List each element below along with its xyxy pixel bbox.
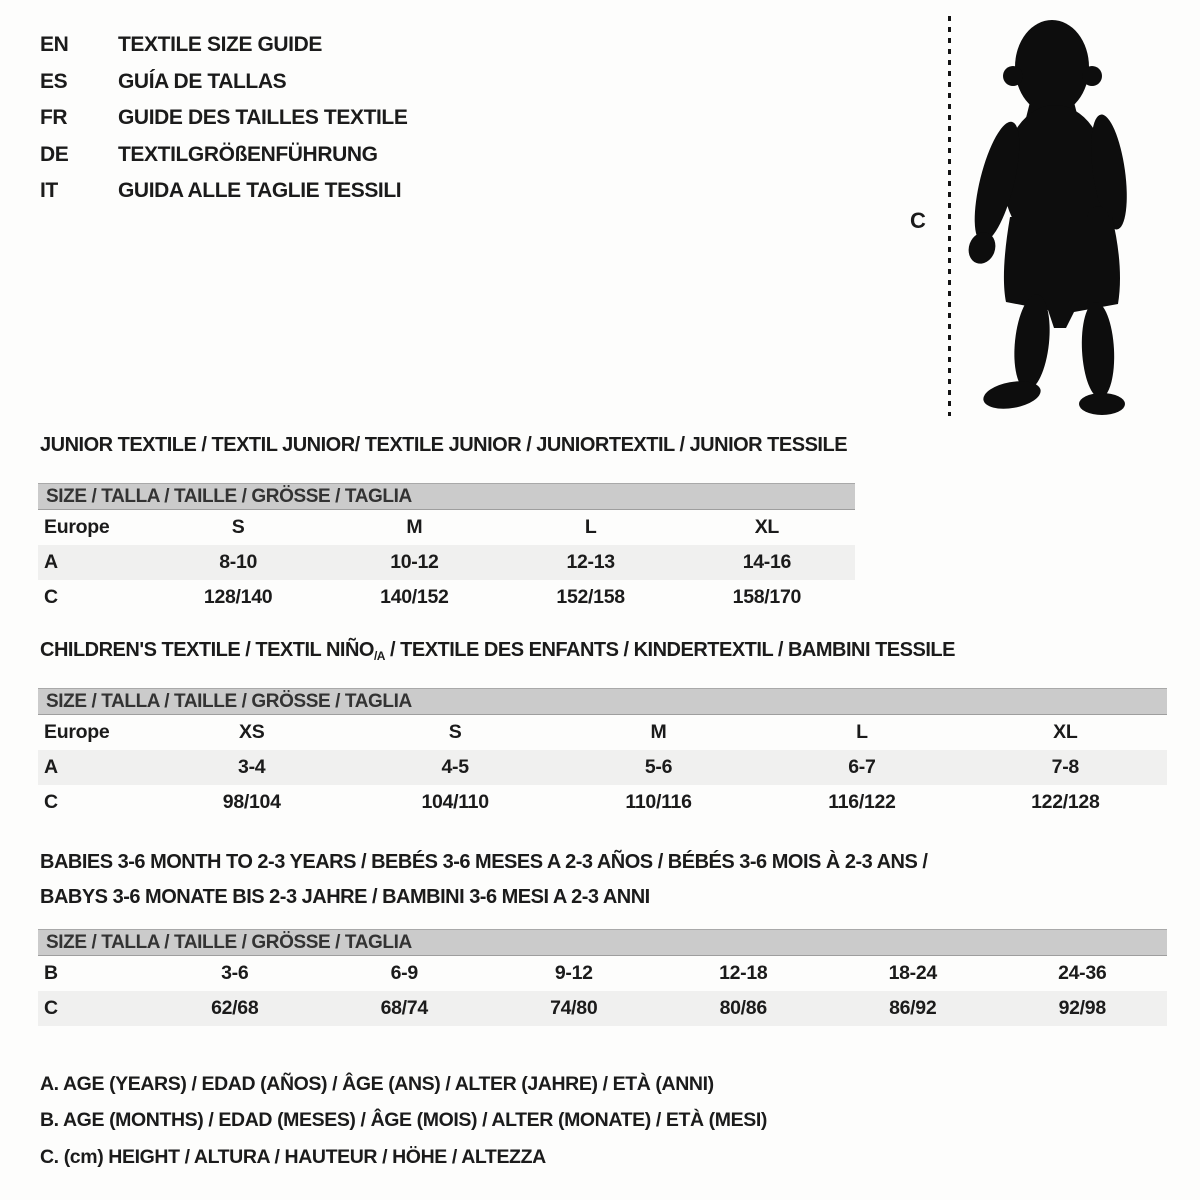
size-cell: L bbox=[856, 721, 868, 743]
row-label: A bbox=[44, 756, 58, 778]
junior-size-table bbox=[38, 483, 855, 615]
value-cell: 6-7 bbox=[848, 756, 876, 778]
value-cell: 10-12 bbox=[390, 551, 439, 573]
language-code: FR bbox=[40, 106, 68, 130]
legend bbox=[40, 1066, 767, 1176]
babies-size-table bbox=[38, 929, 1167, 1026]
value-cell: 128/140 bbox=[203, 586, 273, 608]
value-cell: 4-5 bbox=[441, 756, 469, 778]
legend-age-months: B. AGE (MONTHS) / EDAD (MESES) / ÂGE (MOIS) / ALTER (MONATE) / ETÀ (MESI) bbox=[40, 1109, 767, 1132]
height-measure-dashed-line bbox=[948, 16, 951, 416]
value-cell: 140/152 bbox=[380, 586, 449, 608]
table-row-age bbox=[38, 545, 855, 580]
language-title: GUIDE DES TAILLES TEXTILE bbox=[118, 106, 408, 130]
value-cell: 14-16 bbox=[742, 551, 792, 573]
value-cell: 24-36 bbox=[1058, 962, 1107, 984]
children-title-suffix: / TEXTILE DES ENFANTS / KINDERTEXTIL / BAMBINI TESSILE bbox=[384, 639, 955, 661]
language-row-fr bbox=[40, 100, 407, 137]
language-row-es bbox=[40, 64, 407, 101]
size-cell: XL bbox=[754, 516, 780, 538]
table-row-months bbox=[38, 956, 1167, 991]
value-cell: 110/116 bbox=[625, 791, 692, 813]
size-cell: M bbox=[406, 516, 423, 538]
size-header-bar: SIZE / TALLA / TAILLE / GRÖSSE / TAGLIA bbox=[38, 688, 1167, 715]
size-cell: S bbox=[231, 516, 245, 538]
size-header-bar: SIZE / TALLA / TAILLE / GRÖSSE / TAGLIA bbox=[38, 483, 855, 510]
language-row-de bbox=[40, 137, 407, 174]
value-cell: 12-18 bbox=[719, 962, 768, 984]
language-code: EN bbox=[40, 33, 69, 57]
table-row-height bbox=[38, 785, 1167, 820]
row-label: B bbox=[44, 962, 58, 984]
size-cell: S bbox=[448, 721, 462, 743]
value-cell: 8-10 bbox=[219, 551, 258, 573]
value-cell: 80/86 bbox=[719, 997, 767, 1019]
junior-section-title: JUNIOR TEXTILE / TEXTIL JUNIOR/ TEXTILE JUNIOR / JUNIORTEXTIL / JUNIOR TESSILE bbox=[40, 434, 848, 456]
value-cell: 62/68 bbox=[211, 997, 259, 1019]
row-label: Europe bbox=[44, 516, 110, 538]
row-label: C bbox=[44, 997, 58, 1019]
language-title: TEXTILE SIZE GUIDE bbox=[118, 33, 322, 57]
babies-title-line1: BABIES 3-6 MONTH TO 2-3 YEARS / BEBÉS 3-6 MESES A 2-3 AÑOS / BÉBÉS 3-6 MOIS À 2-3 ANS / bbox=[40, 851, 928, 873]
value-cell: 18-24 bbox=[888, 962, 937, 984]
value-cell: 98/104 bbox=[222, 791, 281, 813]
value-cell: 92/98 bbox=[1058, 997, 1106, 1019]
size-header-bar: SIZE / TALLA / TAILLE / GRÖSSE / TAGLIA bbox=[38, 929, 1167, 956]
language-row-it bbox=[40, 173, 407, 210]
value-cell: 152/158 bbox=[556, 586, 625, 608]
value-cell: 7-8 bbox=[1051, 756, 1079, 778]
value-cell: 3-6 bbox=[221, 962, 249, 984]
language-row-en bbox=[40, 27, 407, 64]
language-title: GUIDA ALLE TAGLIE TESSILI bbox=[118, 179, 402, 203]
language-code: ES bbox=[40, 69, 68, 93]
babies-title-line2: BABYS 3-6 MONATE BIS 2-3 JAHRE / BAMBINI 3-6 MESI A 2-3 ANNI bbox=[40, 886, 650, 908]
value-cell: 122/128 bbox=[1031, 791, 1100, 813]
children-title-prefix: CHILDREN'S TEXTILE / TEXTIL NIÑO bbox=[40, 639, 374, 661]
children-section-title bbox=[40, 639, 955, 663]
legend-height-cm: C. (cm) HEIGHT / ALTURA / HAUTEUR / HÖHE / ALTEZZA bbox=[40, 1145, 546, 1168]
table-row-europe bbox=[38, 715, 1167, 750]
size-cell: L bbox=[584, 516, 597, 538]
value-cell: 3-4 bbox=[238, 756, 266, 778]
value-cell: 74/80 bbox=[550, 997, 598, 1019]
legend-age-years: A. AGE (YEARS) / EDAD (AÑOS) / ÂGE (ANS) / ALTER (JAHRE) / ETÀ (ANNI) bbox=[40, 1072, 714, 1095]
size-cell: M bbox=[650, 721, 667, 743]
babies-section-title bbox=[40, 845, 927, 915]
language-code: IT bbox=[40, 179, 58, 203]
size-cell: XL bbox=[1053, 721, 1078, 743]
toddler-silhouette-icon bbox=[952, 12, 1142, 417]
value-cell: 116/122 bbox=[828, 791, 896, 813]
value-cell: 158/170 bbox=[732, 586, 802, 608]
language-title: GUÍA DE TALLAS bbox=[118, 69, 287, 93]
row-label: C bbox=[44, 586, 58, 608]
row-label: A bbox=[44, 551, 58, 573]
value-cell: 9-12 bbox=[554, 962, 593, 984]
table-row-height bbox=[38, 580, 855, 615]
height-measure-label: C bbox=[910, 208, 926, 233]
children-size-table bbox=[38, 688, 1167, 820]
language-code: DE bbox=[40, 142, 69, 166]
language-title: TEXTILGRÖßENFÜHRUNG bbox=[118, 142, 378, 166]
value-cell: 6-9 bbox=[390, 962, 418, 984]
language-header bbox=[40, 27, 407, 210]
table-row-height bbox=[38, 991, 1167, 1026]
row-label: C bbox=[44, 791, 58, 813]
children-title-subscript: /A bbox=[373, 649, 385, 663]
row-label: Europe bbox=[44, 721, 110, 743]
value-cell: 104/110 bbox=[421, 791, 489, 813]
table-row-age bbox=[38, 750, 1167, 785]
value-cell: 12-13 bbox=[566, 551, 615, 573]
table-row-europe bbox=[38, 510, 855, 545]
value-cell: 5-6 bbox=[644, 756, 673, 778]
value-cell: 86/92 bbox=[889, 997, 937, 1019]
value-cell: 68/74 bbox=[380, 997, 428, 1019]
size-cell: XS bbox=[238, 721, 265, 743]
